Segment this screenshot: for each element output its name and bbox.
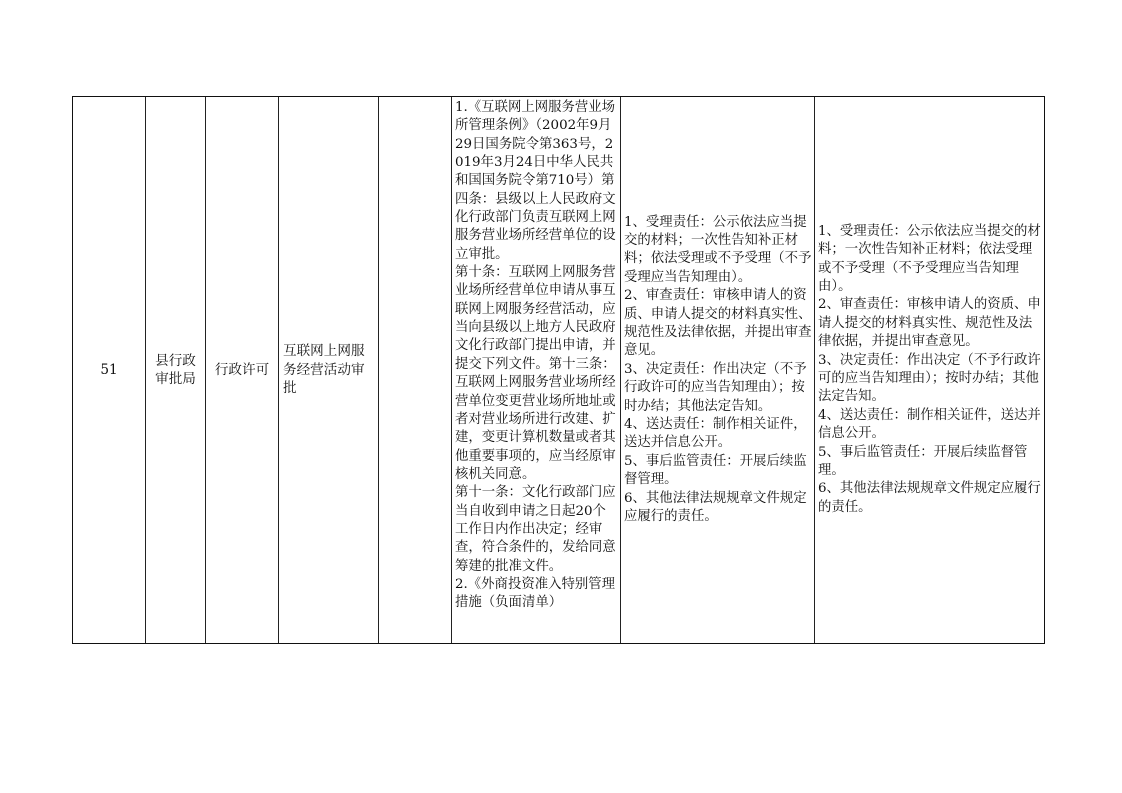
legal-basis-text: 1.《互联网上网服务营业场所管理条例》（2002年9月29日国务院令第363号，2019年3月24日中华人民共和国国务院令第710号）第四条：县级以上人民政府文化行政部门负责互联网上网服务营业场所经营单位的设立审批。 第十条：互联网上网服务营业场所经营单位申请从事互联网上网服务经营活动，应当向县级以上地方人民政府文化行政部门提出申请，并提交下列文件。第十三条：互联网上网服务营业场所经营单位变更营业场所地址或者对营业场所进行改建、扩建，变更计算机数量或者其他重要事项的，应当经原审核机关同意。 第十一条：文化行政部门应当自收到申请之日起20个工作日内作出决定；经审查，符合条件的，发给同意筹建的批准文件。 2.《外商投资准入特别管理措施（负面清单） [455,100,616,611]
responsibility-text: 1、受理责任：公示依法应当提交的材料；一次性告知补正材料；依法受理或不予受理（不予受理应当告知理由）。 2、审查责任：审核申请人的资质、申请人提交的材料真实性、规范性及法律依据，并提出审查意见。 3、决定责任：作出决定（不予行政许可的应当告知理由）；按时办结；其他法定告知。 4、送达责任：制作相关证件，送达并信息公开。 5、事后监管责任：开展后续监督管理。 6、其他法律法规规章文件规定应履行的责任。 [624,214,812,525]
row-number: 51 [100,361,118,378]
sub-item-cell [379,97,452,643]
responsibility-text-2: 1、受理责任：公示依法应当提交的材料；一次性告知补正材料；依法受理或不予受理（不予受理应当告知理由）。 2、审查责任：审核申请人的资质、申请人提交的材料真实性、规范性及法律依据，并提出审查意见。 3、决定责任：作出决定（不予行政许可的应当告知理由）；按时办结；其他法定告知。 4、送达责任：制作相关证件，送达并信息公开。 5、事后监管责任：开展后续监督管理。 6、其他法律法规规章文件规定应履行的责任。 [818,223,1041,515]
responsibility-cell [621,97,815,643]
responsibility-cell-2 [815,97,1045,643]
power-category: 行政许可 [214,361,270,378]
item-name-cell [279,97,379,643]
power-list-table [72,96,1045,644]
department-name: 县行政 审批局 [155,352,196,387]
row-number-cell [73,97,146,643]
item-name: 互联网上网服务经营活动审批 [283,343,365,397]
category-cell [206,97,279,643]
legal-basis-cell [452,97,621,643]
department-cell [146,97,206,643]
